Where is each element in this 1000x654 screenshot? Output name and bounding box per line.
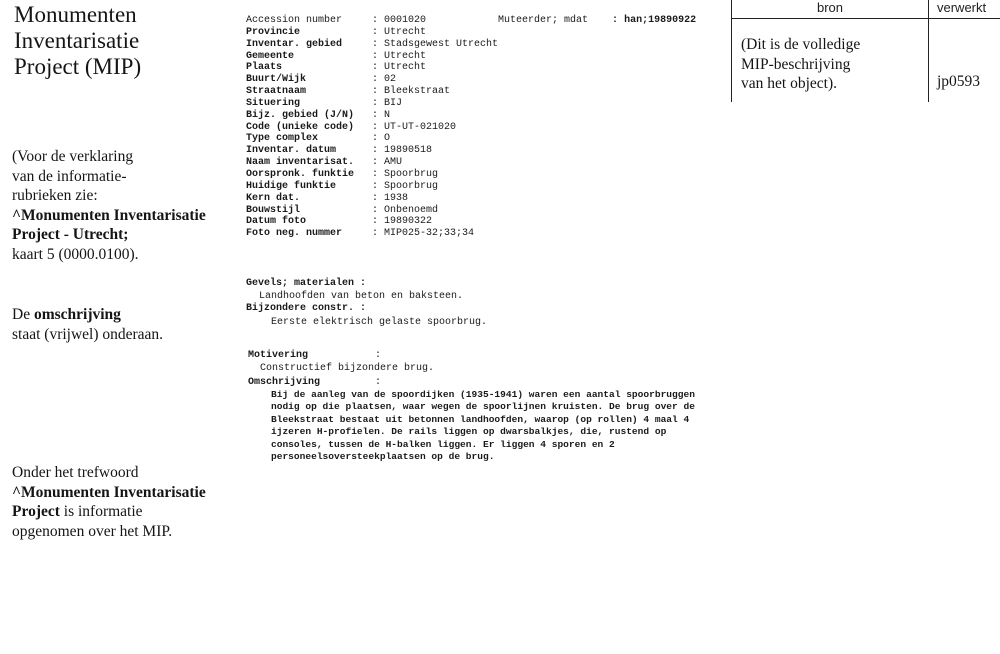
source-box-header-line (731, 18, 1000, 19)
note3-line-1: Onder het trefwoord (12, 464, 139, 481)
bron-header: bron (817, 0, 844, 15)
source-box (731, 0, 1000, 102)
field-value: 1938 (384, 192, 409, 204)
record-fields (246, 15, 498, 240)
field-label: Bouwstijl (246, 204, 301, 216)
motivering-label: Motivering (248, 350, 309, 361)
field-label: Inventar. datum (246, 145, 337, 157)
record-row: Huidige funktie : Spoorbrug (246, 180, 439, 192)
note1-line-3: rubrieken zie: (12, 187, 98, 204)
record-row: Datum foto : 19890322 (246, 216, 433, 228)
omschrijving-line-2: nodig op die plaatsen, waar wegen de spoorlijnen kruisten. De brug over de (271, 401, 695, 413)
omschrijving-line-4: ijzeren H-profielen. De rails liggen op dwarsbalkjes, die, rustend op (271, 426, 667, 438)
verwerkt-header: verwerkt (937, 0, 987, 15)
record-row: Plaats : Utrecht (246, 62, 427, 74)
note1-reference-line-1: ^Monumenten Inventarisatie (12, 206, 206, 224)
title-line-1: Monumenten (14, 2, 137, 27)
bijzondere-label: Bijzondere constr. : (246, 303, 367, 314)
field-label: Inventar. gebied (246, 38, 343, 50)
record-row: Gemeente : Utrecht (246, 50, 427, 62)
note2-line-2: staat (vrijwel) onderaan. (12, 325, 164, 343)
field-value: 19890322 (384, 216, 433, 228)
title-line-2: Inventarisatie (14, 28, 140, 53)
note2-prefix: De (12, 306, 34, 323)
omschrijving-text (271, 389, 695, 463)
field-value: Stadsgewest Utrecht (384, 38, 499, 50)
record-row: Naam inventarisat. : AMU (246, 157, 403, 169)
note1-reference-line-2: Project - Utrecht; (12, 226, 129, 243)
source-box-divider (928, 0, 929, 102)
page-title (14, 2, 141, 80)
note3-line-4: opgenomen over het MIP. (12, 522, 173, 540)
field-label: Kern dat. (246, 192, 301, 204)
record-row: Buurt/Wijk : 02 (246, 74, 397, 86)
omschrijving-line-6: personeelsoversteekplaatsen op de brug. (271, 451, 495, 463)
field-value: O (384, 133, 391, 145)
field-value: Utrecht (384, 26, 427, 38)
mutation-info (498, 15, 696, 27)
mutation-sep: : (612, 15, 619, 26)
record-row: Inventar. datum : 19890518 (246, 145, 433, 157)
field-value: Utrecht (384, 50, 427, 62)
source-line-2: MIP-beschrijving (741, 55, 851, 73)
record-row: Code (unieke code) : UT-UT-021020 (246, 121, 457, 133)
record-row: Kern dat. : 1938 (246, 192, 409, 204)
field-label: Type complex (246, 133, 319, 145)
title-line-3: Project (MIP) (14, 54, 142, 79)
note1-line-6: kaart 5 (0000.0100). (12, 245, 139, 263)
note3-keyword: Project (12, 503, 60, 520)
record-row: Type complex : O (246, 133, 391, 145)
motivering-value: Constructief bijzondere brug. (260, 363, 435, 374)
record-row: Accession number : 0001020 (246, 15, 427, 26)
field-value: 19890518 (384, 145, 433, 157)
record-row: Oorspronk. funktie : Spoorbrug (246, 168, 439, 180)
note1-line-2: van de informatie- (12, 167, 127, 185)
field-value: N (384, 109, 391, 121)
source-description (741, 35, 860, 94)
source-line-1: (Dit is de volledige (741, 36, 861, 53)
note2-keyword: omschrijving (33, 306, 121, 323)
record-row: Straatnaam : Bleekstraat (246, 86, 451, 98)
explanation-note (12, 147, 206, 264)
field-value: Utrecht (384, 62, 427, 74)
field-label: Foto neg. nummer (246, 228, 343, 240)
field-value: Spoorbrug (384, 168, 439, 180)
field-label: Straatnaam (246, 86, 307, 98)
processed-code: jp0593 (937, 73, 981, 90)
mutation-label: Muteerder; mdat (498, 15, 589, 26)
record-row: Inventar. gebied : Stadsgewest Utrecht (246, 38, 499, 50)
field-label: Gemeente (246, 50, 295, 62)
field-label: Provincie (246, 26, 301, 38)
field-label: Datum foto (246, 216, 307, 228)
field-label: Huidige funktie (246, 180, 337, 192)
bijzondere-value: Eerste elektrisch gelaste spoorbrug. (271, 317, 488, 328)
field-value: Spoorbrug (384, 180, 439, 192)
omschrijving-line-1: Bij de aanleg van de spoordijken (1935-1941) waren een aantal spoorbruggen (271, 389, 695, 400)
field-value: MIP025-32;33;34 (384, 228, 475, 240)
motivering-colon: : (375, 350, 382, 361)
field-value: BIJ (384, 97, 403, 109)
note3-line-3-rest: is informatie (59, 503, 143, 520)
field-value: 02 (384, 74, 397, 86)
source-box-border-left (731, 0, 732, 102)
field-label: Bijz. gebied (J/N) (246, 109, 355, 121)
omschrijving-line-3: Bleekstraat bestaat uit betonnen landhoofden, waarop (op rollen) 4 maal 4 (271, 413, 690, 425)
note3-reference: ^Monumenten Inventarisatie (12, 483, 206, 501)
note1-line-1: (Voor de verklaring (12, 148, 134, 165)
field-label: Plaats (246, 62, 283, 74)
gevels-label: Gevels; materialen : (246, 278, 367, 289)
record-row: Bijz. gebied (J/N) : N (246, 109, 391, 121)
field-value: 0001020 (384, 15, 427, 26)
record-row: Foto neg. nummer : MIP025-32;33;34 (246, 228, 475, 240)
omschrijving-colon: : (375, 377, 382, 388)
field-label: Naam inventarisat. (246, 157, 355, 169)
keyword-note (12, 463, 206, 541)
omschrijving-label: Omschrijving (248, 377, 321, 388)
record-row: Provincie : Utrecht (246, 26, 427, 38)
source-line-3: van het object). (741, 75, 837, 92)
field-label: Oorspronk. funktie (246, 168, 355, 180)
description-note (12, 305, 163, 344)
record-row: Bouwstijl : Onbenoemd (246, 204, 439, 216)
omschrijving-line-5: consoles, tussen de H-balken liggen. Er liggen 4 sporen en 2 (271, 438, 615, 450)
record-row: Situering : BIJ (246, 97, 403, 109)
field-value: AMU (384, 157, 403, 169)
field-value: Bleekstraat (384, 86, 451, 98)
field-value: UT-UT-021020 (384, 121, 457, 133)
field-label: Accession number (246, 15, 343, 26)
field-value: Onbenoemd (384, 204, 439, 216)
field-label: Situering (246, 97, 301, 109)
field-label: Buurt/Wijk (246, 74, 307, 86)
mutation-value: han;19890922 (624, 15, 697, 26)
field-label: Code (unieke code) (246, 121, 355, 133)
gevels-value: Landhoofden van beton en baksteen. (259, 291, 464, 302)
